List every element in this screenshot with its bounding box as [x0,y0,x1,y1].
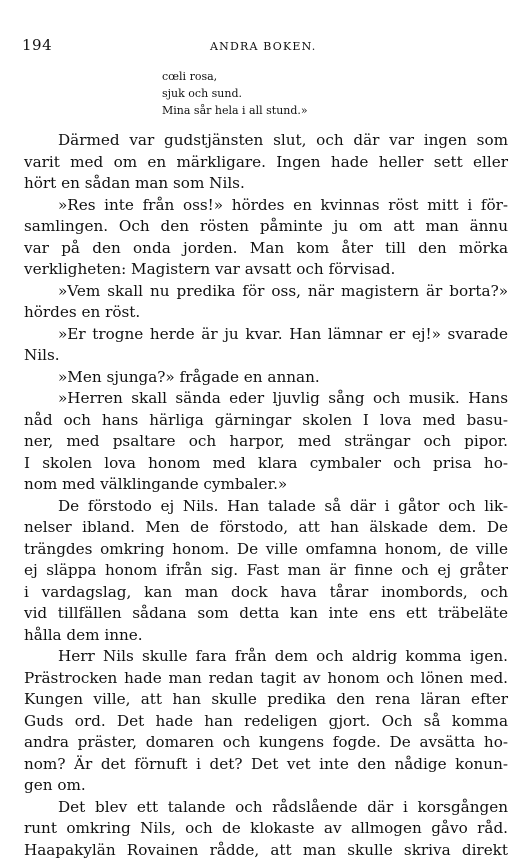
text-line: varit med om en märkligare. Ingen hade heller sett eller [24,152,508,174]
text-line: samlingen. Och den rösten påminte ju om att man ännu [24,216,508,238]
text-line: »Er trogne herde är ju kvar. Han lämnar er ej!» svarade [24,324,508,346]
text-line: »Vem skall nu predika för oss, när magistern är borta?» [24,281,508,303]
text-line: ej släppa honom ifrån sig. Fast man är finne och ej gråter [24,560,508,582]
text-line: Kungen ville, att han skulle predika den rena läran efter [24,689,508,711]
text-line: Haapakylän Rovainen rådde, att man skulle skriva direkt [24,840,508,861]
text-line: hördes en röst. [24,302,508,324]
text-line: »Men sjunga?» frågade en annan. [24,367,508,389]
verse-block [162,68,308,119]
text-line: De förstodo ej Nils. Han talade så där i gåtor och lik- [24,496,508,518]
text-line: vid tillfällen sådana som detta kan inte ens ett träbeläte [24,603,508,625]
text-line: nom? Är det förnuft i det? Det vet inte den nådige konun- [24,754,508,776]
text-line: »Res inte från oss!» hördes en kvinnas röst mitt i för- [24,195,508,217]
text-line: nom med välklingande cymbaler.» [24,474,508,496]
text-line: runt omkring Nils, och de klokaste av allmogen gåvo råd. [24,818,508,840]
page-number: 194 [22,36,52,54]
text-line: hört en sådan man som Nils. [24,173,508,195]
text-line: Därmed var gudstjänsten slut, och där var ingen som [24,130,508,152]
text-line: var på den onda jorden. Man kom åter till den mörka [24,238,508,260]
text-line: i vardagslag, kan man dock hava tårar inombords, och [24,582,508,604]
text-line: Nils. [24,345,508,367]
verse-line: Mina sår hela i all stund.» [162,102,308,119]
text-line: gen om. [24,775,508,797]
text-line: Herr Nils skulle fara från dem och aldrig komma igen. [24,646,508,668]
running-head: ANDRA BOKEN. [210,40,316,53]
text-line: ner, med psaltare och harpor, med strängar och pipor. [24,431,508,453]
text-line: hålla dem inne. [24,625,508,647]
text-line: nelser ibland. Men de förstodo, att han älskade dem. De [24,517,508,539]
text-line: andra präster, domaren och kungens fogde. De avsätta ho- [24,732,508,754]
text-line: nåd och hans härliga gärningar skolen I lova med basu- [24,410,508,432]
text-line: trängdes omkring honom. De ville omfamna honom, de ville [24,539,508,561]
text-line: Prästrocken hade man redan tagit av honom och lönen med. [24,668,508,690]
verse-line: cœli rosa, [162,68,308,85]
body-text [24,130,508,861]
text-line: verkligheten: Magistern var avsatt och förvisad. [24,259,508,281]
text-line: »Herren skall sända eder ljuvlig sång och musik. Hans [24,388,508,410]
text-line: I skolen lova honom med klara cymbaler och prisa ho- [24,453,508,475]
text-line: Guds ord. Det hade han redeligen gjort. Och så komma [24,711,508,733]
text-line: Det blev ett talande och rådslående där i korsgången [24,797,508,819]
verse-line: sjuk och sund. [162,85,308,102]
